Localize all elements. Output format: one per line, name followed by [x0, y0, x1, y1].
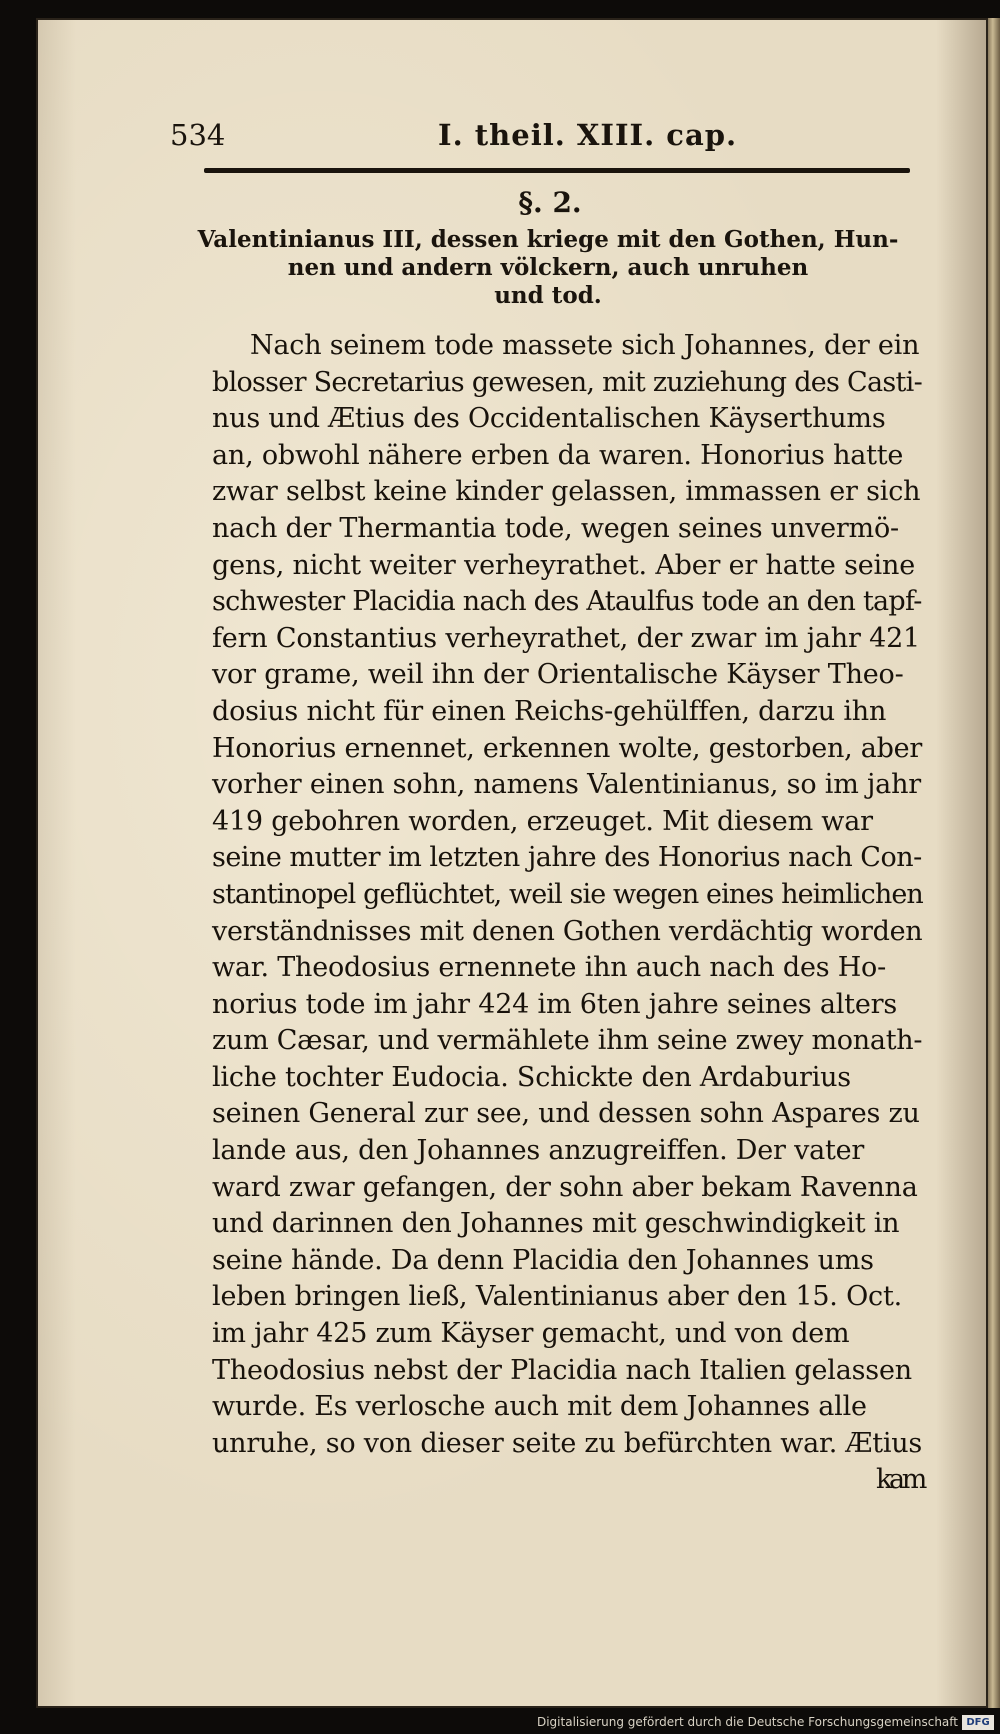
- footer-bar: [0, 1712, 1000, 1734]
- text-line: dosius nicht für einen Reichs-gehülffen, darzu ihn: [212, 695, 887, 727]
- page-number: 534: [170, 118, 226, 152]
- header-rule: [204, 168, 910, 173]
- text-line: seine mutter im letzten jahre des Honorius nach Con-: [212, 842, 922, 874]
- text-line: vor grame, weil ihn der Orientalische Käyser Theo-: [212, 659, 904, 691]
- text-line: nus und Ætius des Occidentalischen Käyserthums: [212, 403, 886, 435]
- text-line: nach der Thermantia tode, wegen seines unvermö-: [212, 512, 899, 544]
- section-mark: §. 2.: [518, 186, 582, 219]
- text-line: Theodosius nebst der Placidia nach Italien gelassen: [212, 1354, 912, 1386]
- text-line: und darinnen den Johannes mit geschwindigkeit in: [212, 1208, 900, 1240]
- text-line: verständnisses mit denen Gothen verdächtig worden: [212, 915, 923, 947]
- text-line: an, obwohl nähere erben da waren. Honorius hatte: [212, 439, 904, 471]
- text-line: blosser Secretarius gewesen, mit zuziehung des Casti-: [212, 366, 922, 398]
- text-line: seinen General zur see, und dessen sohn Aspares zu: [212, 1098, 920, 1130]
- text-line: Honorius ernennet, erkennen wolte, gestorben, aber: [212, 732, 923, 764]
- text-line: fern Constantius verheyrathet, der zwar im jahr 421: [212, 622, 921, 654]
- section-heading-line: nen und andern völckern, auch unruhen: [287, 254, 809, 281]
- catchword: kam: [875, 1464, 924, 1496]
- text-line: leben bringen ließ, Valentinianus aber den 15. Oct.: [212, 1281, 902, 1313]
- funding-credit: Digitalisierung gefördert durch die Deutsche Forschungsgemeinschaft: [536, 1715, 958, 1729]
- text-line: zwar selbst keine kinder gelassen, immassen er sich: [212, 476, 921, 508]
- body-text: [212, 328, 932, 1499]
- text-line: unruhe, so von dieser seite zu befürchten war. Ætius: [212, 1427, 923, 1459]
- text-line: zum Cæsar, und vermählete ihm seine zwey monath-: [212, 1025, 923, 1057]
- text-line: ward zwar gefangen, der sohn aber bekam Ravenna: [212, 1171, 918, 1203]
- section-heading-line: Valentinianus III, dessen kriege mit den Gothen, Hun-: [197, 226, 899, 253]
- text-line: wurde. Es verlosche auch mit dem Johannes alle: [212, 1391, 867, 1423]
- running-head: I. theil. XIII. cap.: [438, 118, 738, 152]
- text-line: liche tochter Eudocia. Schickte den Ardaburius: [212, 1061, 851, 1093]
- text-line: norius tode im jahr 424 im 6ten jahre seines alters: [212, 988, 897, 1020]
- dfg-logo-icon: DFG: [962, 1715, 994, 1730]
- text-line: schwester Placidia nach des Ataulfus tode an den tapf-: [212, 586, 922, 618]
- book-spine-edge: [988, 18, 1000, 1708]
- text-line: Nach seinem tode massete sich Johannes, der ein: [250, 330, 920, 361]
- text-line: lande aus, den Johannes anzugreiffen. Der vater: [212, 1135, 865, 1167]
- page-header: [170, 118, 910, 158]
- section-heading: [178, 226, 918, 310]
- text-line: seine hände. Da denn Placidia den Johannes ums: [212, 1244, 874, 1276]
- text-line: 419 gebohren worden, erzeuget. Mit diesem war: [212, 805, 873, 837]
- text-line: gens, nicht weiter verheyrathet. Aber er hatte seine: [212, 549, 915, 581]
- section-heading-line: und tod.: [494, 282, 602, 309]
- text-line: war. Theodosius ernennete ihn auch nach des Ho-: [212, 952, 887, 984]
- text-line: im jahr 425 zum Käyser gemacht, und von dem: [212, 1318, 850, 1350]
- text-line: vorher einen sohn, namens Valentinianus, so im jahr: [212, 769, 921, 801]
- text-line: stantinopel geflüchtet, weil sie wegen eines heimlichen: [212, 878, 923, 910]
